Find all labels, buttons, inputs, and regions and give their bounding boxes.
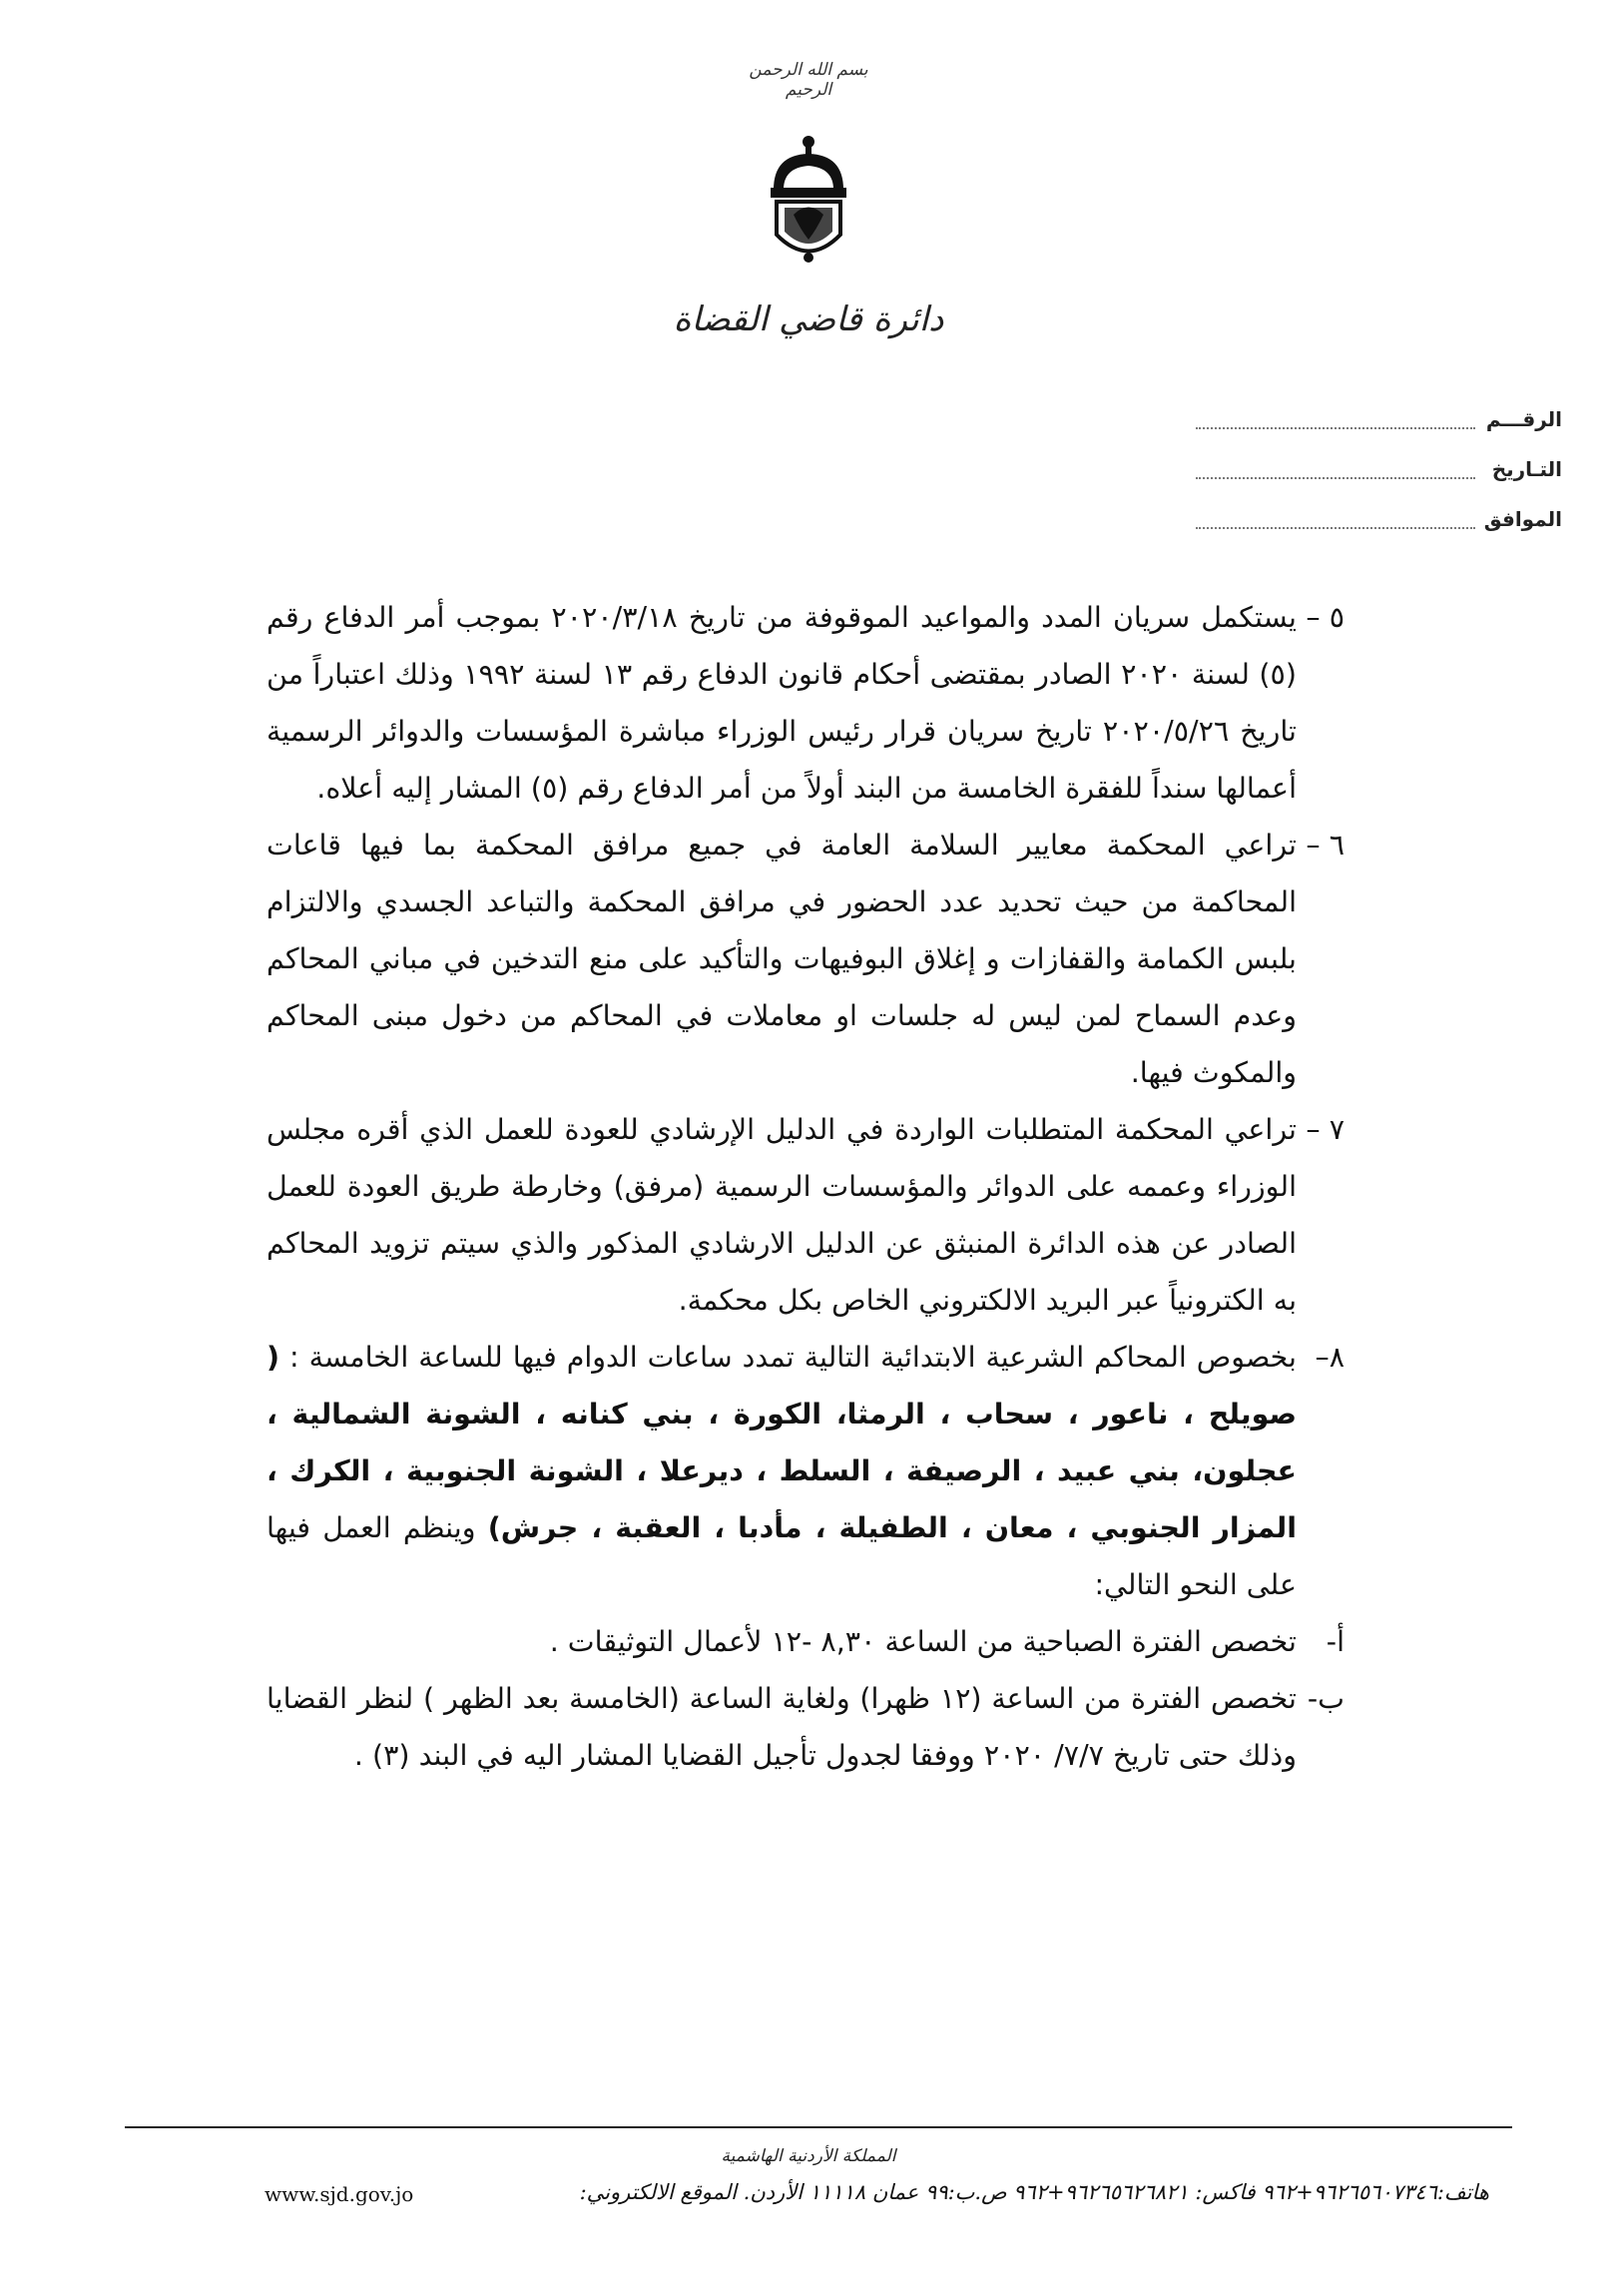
clause-intro: بخصوص المحاكم الشرعية الابتدائية التالية تمدد ساعات الدوام فيها للساعة الخامسة : <box>289 1341 1297 1374</box>
clause-text: تراعي المحكمة معايير السلامة العامة في جميع مرافق المحكمة بما فيها قاعات المحاكمة من حيث تحديد عدد الحضور في مرافق المحكمة والتباعد الجسدي والالتزام بلبس الكمامة والقفازات و إغلاق البوفيهات والتأكيد على منع التدخين في مباني المحاكم وعدم السماح لمن ليس له جلسات او معاملات في المحاكم من دخول مبنى المحاكم والمكوث فيها. <box>267 829 1297 1089</box>
footer-website-link[interactable]: www.sjd.gov.jo <box>265 2182 414 2206</box>
reference-number-line <box>1196 413 1475 429</box>
footer-kingdom: المملكة الأردنية الهاشمية <box>721 2146 896 2166</box>
clause-5 <box>267 589 1345 817</box>
date-line <box>1196 463 1475 479</box>
reference-number-label: الرقـــم <box>1485 407 1562 431</box>
clause-number: ٧ – <box>1306 1113 1345 1146</box>
sub-clause-text: تخصص الفترة من الساعة (١٢ ظهرا) ولغاية الساعة (الخامسة بعد الظهر ) لنظر القضايا وذلك حتى تاريخ ٧/٧/ ٢٠٢٠ ووفقا لجدول تأجيل القضايا المشار اليه في البند (٣) . <box>267 1682 1297 1772</box>
document-body <box>267 589 1345 1784</box>
clause-number: ٨– <box>1315 1341 1345 1374</box>
courts-list: ( صويلح ، ناعور ، سحاب ، الرمثا، الكورة ، بني كنانه ، الشونة الشمالية ، عجلون، بني عبيد ، الرصيفة ، السلط ، ديرعلا ، الشونة الجنوبية ، الكرك ، المزار الجنوبي ، معان ، الطفيلة ، مأدبا ، العقبة ، جرش) <box>267 1341 1297 1544</box>
corresponding-date-field <box>1163 507 1562 531</box>
clause-7 <box>267 1101 1345 1329</box>
sub-clause-prefix: أ- <box>1326 1625 1345 1658</box>
footer-contact: هاتف:٩٦٢٦٥٦٠٧٣٤٦+٩٦٢ فاكس: ٩٦٢٦٥٦٢٦٨٢١+٩٦٢ ص.ب:٩٩ عمان ١١١١٨ الأردن. الموقع الالكتروني: <box>579 2180 1489 2204</box>
sub-clause-text: تخصص الفترة الصباحية من الساعة ٨,٣٠ -١٢ لأعمال التوثيقات . <box>549 1625 1297 1658</box>
sub-clause-prefix: ب- <box>1307 1682 1345 1715</box>
sub-clause-a <box>267 1613 1345 1670</box>
clause-text: يستكمل سريان المدد والمواعيد الموقوفة من تاريخ ٢٠٢٠/٣/١٨ بموجب أمر الدفاع رقم (٥) لسنة ٢٠٢٠ الصادر بمقتضى أحكام قانون الدفاع رقم ١٣ لسنة ١٩٩٢ وذلك اعتباراً من تاريخ ٢٠٢٠/٥/٢٦ تاريخ سريان قرار رئيس الوزراء مباشرة المؤسسات والدوائر الرسمية أعمالها سنداً للفقرة الخامسة من البند أولاً من أمر الدفاع رقم (٥) المشار إليه أعلاه. <box>267 601 1297 805</box>
reference-number-field <box>1163 407 1562 431</box>
date-field <box>1163 457 1562 481</box>
clause-8 <box>267 1329 1345 1613</box>
date-label: التـاريخ <box>1491 457 1562 481</box>
basmala: بسم الله الرحمن الرحيم <box>749 60 868 100</box>
jordan-emblem-icon <box>739 130 878 270</box>
clause-6 <box>267 817 1345 1101</box>
clause-number: ٦ – <box>1306 829 1345 861</box>
clause-number: ٥ – <box>1306 601 1345 634</box>
corresponding-date-label: الموافق <box>1483 507 1562 531</box>
clause-text: تراعي المحكمة المتطلبات الواردة في الدليل الإرشادي للعودة للعمل الذي أقره مجلس الوزراء وعممه على الدوائر والمؤسسات الرسمية (مرفق) وخارطة طريق العودة للعمل الصادر عن هذه الدائرة المنبثق عن الدليل الارشادي المذكور والذي سيتم تزويد المحاكم به الكترونياً عبر البريد الالكتروني الخاص بكل محكمة. <box>267 1113 1297 1317</box>
department-name: دائرة قاضي القضاة <box>673 299 944 339</box>
sub-clause-b <box>267 1670 1345 1784</box>
footer-divider <box>125 2126 1512 2128</box>
corresponding-date-line <box>1196 513 1475 529</box>
clause-outro: وينظم العمل فيها على النحو التالي: <box>267 1511 1297 1601</box>
